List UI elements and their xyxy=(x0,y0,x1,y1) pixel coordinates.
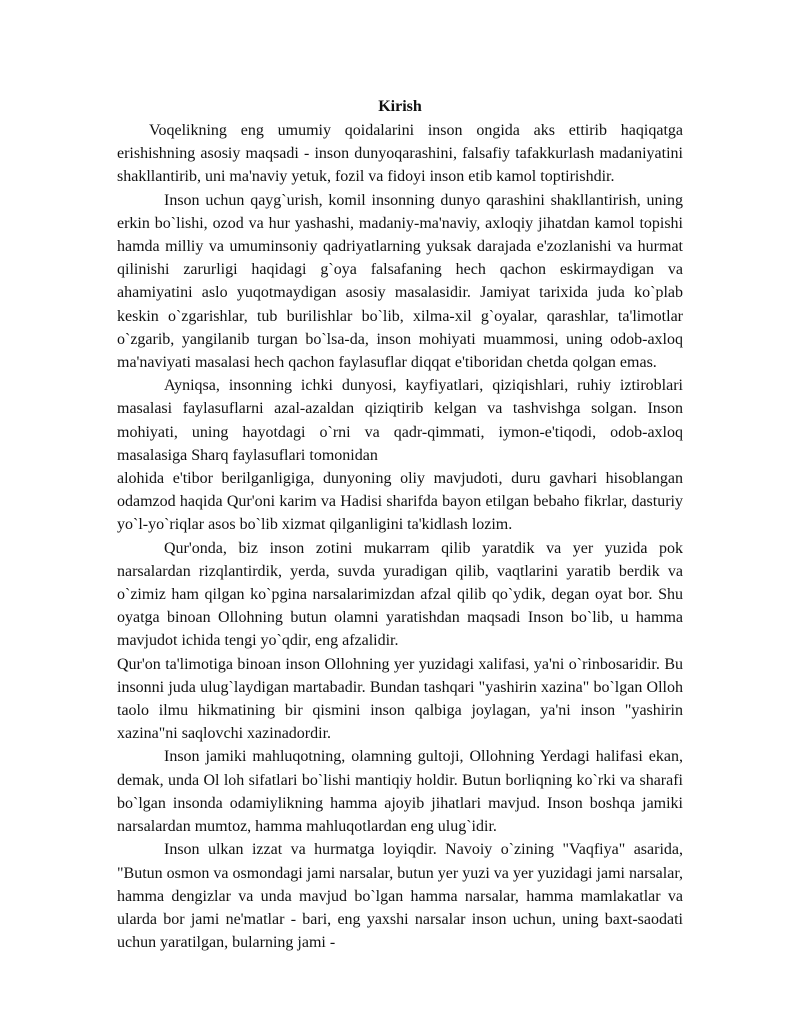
paragraph-intro: Voqelikning eng umumiy qoidalarini inson ongida aks ettirib haqiqatga erishishning asosiy maqsadi - inson dunyoqarashini, falsafiy tafakkurlash madaniyatini shakllantirib, uni ma'naviy yetuk, fozil va fidoyi inson etib kamol toptirishdir. xyxy=(117,122,683,186)
paragraph-3: Ayniqsa, insonning ichki dunyosi, kayfiyatlari, qiziqishlari, ruhiy iztiroblari masalasi faylasuflarni azal-azaldan qiziqtirib kelgan va tashvishga solgan. Inson mohiyati, uning hayotdagi o`rni va qadr-qimmati, iymon-e'tiqodi, odob-axloq masalasiga Sharq faylasuflari tomonidan xyxy=(117,377,683,464)
document-title: Kirish xyxy=(378,98,422,115)
document-page xyxy=(117,95,683,954)
paragraph-2: Inson uchun qayg`urish, komil insonning dunyo qarashini shakllantirish, uning erkin bo`lishi, ozod va hur yashashi, madaniy-ma'naviy, axloqiy jihatdan kamol topishi hamda milliy va umuminsoniy qadriyatlarning yuksak darajada e'zozlanishi va hurmat qilinishi zarurligi haqidagi g`oya falsafaning hech qachon eskirmaydigan va ahamiyatini aslo yuqotmaydigan asosiy masalasidir. Jamiyat tarixida juda ko`plab keskin o`zgarishlar, tub burilishlar bo`lib, xilma-xil g`oyalar, qarashlar, ta'limotlar o`zgarib, yangilanib turgan bo`lsa-da, inson mohiyati muammosi, uning odob-axloq ma'naviyati masalasi hech qachon faylasuflar diqqat e'tiboridan chetda qolgan emas. xyxy=(117,191,683,372)
paragraph-6: Qur'on ta'limotiga binoan inson Ollohning yer yuzidagi xalifasi, ya'ni o`rinbosaridir. Bu insonni juda ulug`laydigan martabadir. Bundan tashqari "yashirin xazina" bo`lgan Olloh taolo ilmu hikmatining bir qismini inson qalbiga joylagan, ya'ni inson "yashirin xazina"ni saqlovchi xazinadordir. xyxy=(117,655,683,743)
paragraph-5: Qur'onda, biz inson zotini mukarram qilib yaratdik va yer yuzida pok narsalardan rizqlantirdik, yerda, suvda yuradigan qilib, vaqtlarini yaratib berdik va o`zimiz ham qilgan ko`pgina narsalarimizdan afzal qilib qo`ydik, degan oyat bor. Shu oyatga binoan Ollohning butun olamni yaratishdan maqsadi Inson bo`lib, u hamma mavjudot ichida tengi yo`qdir, eng afzalidir. xyxy=(117,539,683,650)
paragraph-8: Inson ulkan izzat va hurmatga loyiqdir. Navoiy o`zining "Vaqfiya" asarida, "Butun osmon va osmondagi jami narsalar, butun yer yuzi va yer yuzidagi jami narsalar, hamma dengizlar va unda mavjud bo`lgan hamma narsalar, hamma mamlakatlar va ularda bor jami ne'matlar - bari, eng yaxshi narsalar inson uchun, uning baxt-saodati uchun yaratilgan, bularning jami - xyxy=(117,841,683,952)
paragraph-7: Inson jamiki mahluqotning, olamning gultoji, Ollohning Yerdagi halifasi ekan, demak, unda Ol loh sifatlari bo`lishi mantiqiy holdir. Butun borliqning ko`rki va sharafi bo`lgan insonda odamiylikning hamma ajoyib jihatlari mavjud. Inson boshqa jamiki narsalardan mumtoz, hamma mahluqotlardan eng ulug`idir. xyxy=(117,748,683,836)
paragraph-4: alohida e'tibor berilganligiga, dunyoning oliy mavjudoti, duru gavhari hisoblangan odamzod haqida Qur'oni karim va Hadisi sharifda bayon etilgan bebaho fikrlar, dasturiy yo`l-yo`riqlar asos bo`lib xizmat qilganligini ta'kidlash lozim. xyxy=(117,470,683,534)
